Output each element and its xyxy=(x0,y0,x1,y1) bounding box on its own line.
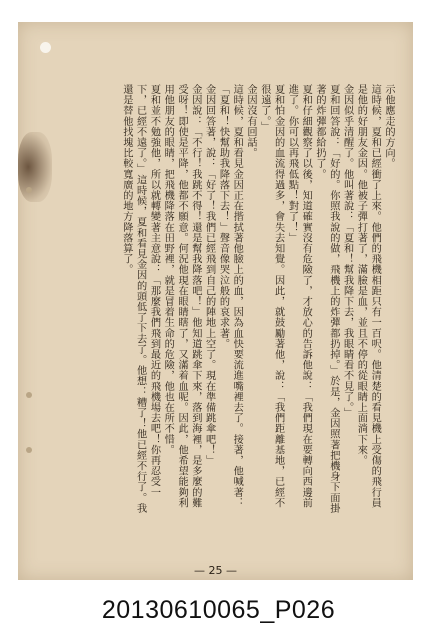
paragraph: 示他應走的方向。 xyxy=(383,84,394,169)
vertical-text-body xyxy=(35,84,395,514)
paragraph: 這時候，夏和已經衝了上來。他們的飛機相距只有一百呎。他清楚的看見機上受傷的飛行員是他的好朋友金因。他被子彈打著了，滿臉是血，並且不停的從眼睛上面淌下來。 xyxy=(355,84,381,508)
paragraph: 金因似乎清醒了。他叫著說：「夏和！幫我降下去，我眼睛看不見了。」 xyxy=(341,84,353,419)
document-page xyxy=(18,22,413,580)
paragraph: 夏和仔細觀察了以後，知道確實沒有危險了，才放心的告訴他說：「我們現在要轉向西邊前進了。你可以再飛低點！對了！」 xyxy=(286,84,312,508)
paragraph: 金因回答著，說：「好了！我們已經飛到自己的陣地上空了。現在準備跳傘吧！」 xyxy=(203,84,215,466)
paragraph: 夏和回答說：「好的。你照我說的做，飛機上的炸彈都扔掉。」於是，金因照著把機身下面掛著的炸彈都給扔了。 xyxy=(314,84,339,514)
punch-mark xyxy=(26,447,32,453)
paragraph: 這時候，夏和看見金因正在揩拭著他臉上的血，因為血快要流進嘴裡去了。接著，他喊著：「夏和！快幫助我降落下去！」聲音像哭泣般的哀求著。 xyxy=(217,84,243,508)
paragraph: 金因說：「不行！我跳不得！還是幫我降落吧！」他知道跳傘下來，落到海裡，是多麼的難受呀！即使是平降，他都不願意。何況他現在眼睛瞎了，又滿着血呢。因此，他希望能夠利用他朋友的眼睛，把飛機降落在田野裡，就是冒着生命的危險，他也在所不惜。 xyxy=(162,84,201,508)
paragraph: 夏和怕金因的血流得過多，會失去知覺。因此，就鼓勵著他，說：「我們距離基地，已經不很遠了。」 xyxy=(258,84,284,508)
image-caption: 20130610065_P026 xyxy=(101,596,336,624)
binding-hole xyxy=(40,42,51,53)
punch-mark xyxy=(26,187,32,193)
paragraph: 夏和並不勉強他，所以就轉變著主意說：「那麼我們飛到最近的飛機場去吧！你再忍受一下，已經不遠了。」這時候，夏和看見金因的頭低了下去了。他想：糟了！他已經不行了。我還是替他找塊比較寬廣的地方降落算了。 xyxy=(120,84,160,514)
paragraph: 金因沒有回話。 xyxy=(245,84,257,159)
page-number: — 25 — xyxy=(194,564,237,577)
punch-mark xyxy=(26,392,32,398)
